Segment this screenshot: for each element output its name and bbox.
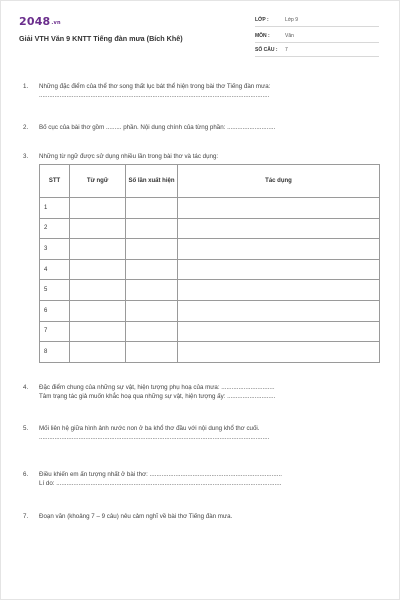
count-cell[interactable] xyxy=(126,280,178,301)
count-cell[interactable] xyxy=(126,342,178,363)
count-cell[interactable] xyxy=(126,218,178,239)
question-text: Những từ ngữ được sử dụng nhiều lần trong bài thơ và tác dụng: xyxy=(39,153,219,160)
row-number: 1 xyxy=(40,198,70,219)
meta-class-key: LỚP : xyxy=(255,17,269,23)
site-logo[interactable] xyxy=(19,15,61,28)
header-count: Số lần xuất hiện xyxy=(126,165,178,198)
question-number: 1. xyxy=(23,83,29,90)
question-number: 6. xyxy=(23,471,29,478)
table-row xyxy=(40,321,380,342)
question-2 xyxy=(23,124,275,133)
effect-cell[interactable] xyxy=(178,280,380,301)
meta-subject-value: Văn xyxy=(285,33,294,39)
table-row xyxy=(40,259,380,280)
logo-main: 2048 xyxy=(19,15,51,28)
meta-class xyxy=(255,15,379,27)
effect-cell[interactable] xyxy=(178,239,380,260)
row-number: 4 xyxy=(40,259,70,280)
row-number: 6 xyxy=(40,300,70,321)
row-number: 2 xyxy=(40,218,70,239)
effect-cell[interactable] xyxy=(178,342,380,363)
question-number: 4. xyxy=(23,384,29,391)
question-1 xyxy=(23,83,270,100)
word-cell[interactable] xyxy=(70,342,126,363)
header-word: Từ ngữ xyxy=(70,165,126,198)
table-row xyxy=(40,198,380,219)
answer-line: ...................................................................................................................................... xyxy=(39,433,270,441)
question-text: Bố cục của bài thơ gồm ......... phần. Nội dung chính của từng phần: ............................ xyxy=(39,124,276,131)
question-3 xyxy=(23,153,218,162)
question-text: Những đặc điểm của thể thơ song thất lục bát thể hiện trong bài thơ Tiếng đàn mưa: xyxy=(39,83,271,90)
effect-cell[interactable] xyxy=(178,321,380,342)
meta-count-key: SỐ CÂU : xyxy=(255,47,278,53)
words-table xyxy=(39,164,380,363)
question-text: Mối liên hệ giữa hình ảnh nước non ở ba khổ thơ đầu với nội dung khổ thơ cuối. xyxy=(39,425,260,432)
word-cell[interactable] xyxy=(70,280,126,301)
question-7 xyxy=(23,513,232,522)
table-row xyxy=(40,342,380,363)
meta-subject-key: MÔN : xyxy=(255,33,270,39)
table-row xyxy=(40,239,380,260)
answer-line: Tâm trạng tác giả muốn khắc hoạ qua những sự vật, hiện tượng ấy: ............................ xyxy=(39,392,276,400)
table-row xyxy=(40,280,380,301)
row-number: 7 xyxy=(40,321,70,342)
count-cell[interactable] xyxy=(126,259,178,280)
document-title: Giải VTH Văn 9 KNTT Tiếng đàn mưa (Bích Khê) xyxy=(19,34,183,43)
word-cell[interactable] xyxy=(70,239,126,260)
table-row xyxy=(40,218,380,239)
table-header-row xyxy=(40,165,380,198)
row-number: 8 xyxy=(40,342,70,363)
meta-subject xyxy=(255,31,379,43)
meta-class-value: Lớp 9 xyxy=(285,17,299,23)
effect-cell[interactable] xyxy=(178,218,380,239)
question-5 xyxy=(23,425,269,442)
question-6 xyxy=(23,471,282,488)
question-text: Đoạn văn (khoảng 7 – 9 câu) nêu cảm nghĩ về bài thơ Tiếng đàn mưa. xyxy=(39,513,233,520)
question-text: Điều khiến em ấn tượng nhất ở bài thơ: ............................................................................. xyxy=(39,471,282,478)
question-4 xyxy=(23,384,275,401)
header-stt: STT xyxy=(40,165,70,198)
row-number: 5 xyxy=(40,280,70,301)
meta-question-count xyxy=(255,45,379,57)
word-cell[interactable] xyxy=(70,198,126,219)
count-cell[interactable] xyxy=(126,300,178,321)
question-number: 2. xyxy=(23,124,29,131)
table-row xyxy=(40,300,380,321)
word-cell[interactable] xyxy=(70,300,126,321)
answer-line: ...................................................................................................................................... xyxy=(39,91,270,99)
question-text: Đặc điểm chung của những sự vật, hiện tượng phụ hoạ của mưa: ............................... xyxy=(39,384,275,391)
count-cell[interactable] xyxy=(126,239,178,260)
count-cell[interactable] xyxy=(126,198,178,219)
effect-cell[interactable] xyxy=(178,198,380,219)
question-number: 5. xyxy=(23,425,29,432)
meta-count-value: 7 xyxy=(285,47,288,53)
question-number: 7. xyxy=(23,513,29,520)
question-number: 3. xyxy=(23,153,29,160)
word-cell[interactable] xyxy=(70,259,126,280)
answer-line: Lí do: ................................................................................................................................... xyxy=(39,479,282,487)
logo-tld: .vn xyxy=(51,20,61,26)
header-effect: Tác dụng xyxy=(178,165,380,198)
effect-cell[interactable] xyxy=(178,300,380,321)
word-cell[interactable] xyxy=(70,321,126,342)
row-number: 3 xyxy=(40,239,70,260)
effect-cell[interactable] xyxy=(178,259,380,280)
count-cell[interactable] xyxy=(126,321,178,342)
word-cell[interactable] xyxy=(70,218,126,239)
